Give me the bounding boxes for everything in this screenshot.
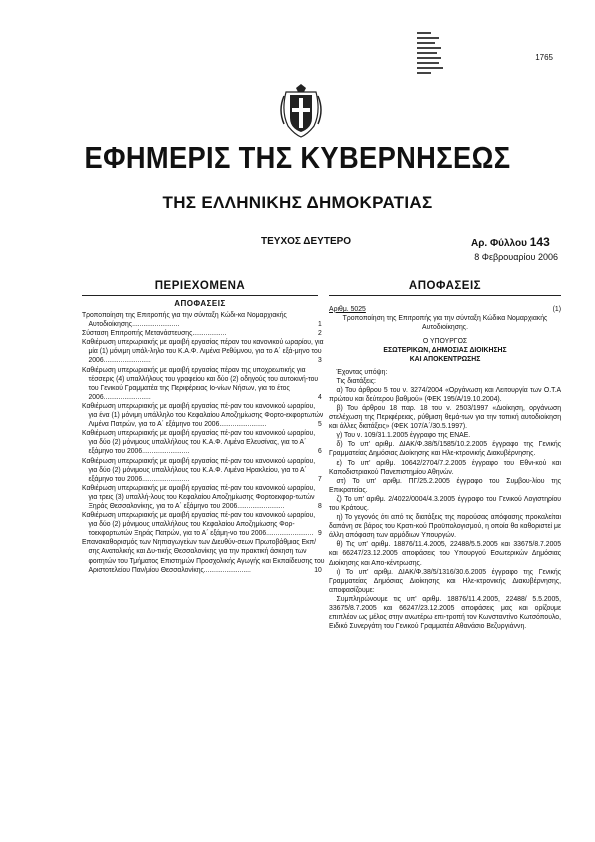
contents-page-number: 6 xyxy=(318,446,322,456)
authority-line: Ο ΥΠΟΥΡΓΟΣ xyxy=(422,336,468,346)
contents-page-number: 3 xyxy=(318,355,322,365)
authority-line: ΚΑΙ ΑΠΟΚΕΝΤΡΩΣΗΣ xyxy=(409,354,481,364)
sheet-prefix: Αρ. Φύλλου xyxy=(471,238,527,249)
contents-item: Τροποποίηση της Επιτροπής για την σύνταξη Κώδι-κα Νομαρχιακής Αυτοδιοίκησης......................... 1 xyxy=(82,310,322,329)
decision-subject: Τροποποίηση της Επιτροπής για την σύνταξη Κώδικα Νομαρχιακής Αυτοδιοίκησης. xyxy=(342,313,548,332)
decision-paragraph: η) Το γεγονός ότι από τις διατάξεις της παρούσας απόφασης προκαλείται δαπάνη σε βάρος του Κρατι-κού Προϋπολογισμού, η οποία θα καθοριστεί με άλλη απόφαση των αρμόδιων Υπουργών. xyxy=(329,512,562,540)
decision-paragraph: θ) Τις υπ' αριθμ. 18876/11.4.2005, 22488/5.5.2005 και 33675/8.7.2005 και 66247/23.12.2005 αποφάσεις του Υπουργού Εσωτερικών Δημόσιας Διοίκησης και Απο-κέντρωσης. xyxy=(329,539,562,567)
contents-column xyxy=(82,280,325,574)
contents-item: Σύσταση Επιτροπής Μετανάστευσης.................. 2 xyxy=(82,328,322,338)
decision-paragraph: β) Του άρθρου 18 παρ. 18 του ν. 2503/1997 «Διοίκηση, οργάνωση στελέχωση της Περιφέρειας, ρύθμιση θεμά-των για την τοπική αυτοδιοίκηση και άλλες διατάξεις» (ΦΕΚ 107/Α΄/30.5.1997). xyxy=(329,402,562,431)
contents-item: Καθιέρωση υπερωριακής με αμοιβή εργασίας πέ-ραν του κανονικού ωραρίου, για τρεις (3) υπαλλή-λους του Κεφαλαίου Αποζημίωσης Φορτοεκφορ-τωτών Ξηράς Θεσσαλονίκης, για το Α΄ εξάμηνο του 2006......................... 8 xyxy=(82,482,322,510)
contents-item: Επανακαθορισμός των Νηπιαγωγείων των Διευθύν-σεων Πρωτοβάθμιας Εκπ/σης Ανατολικής και Δυ-τικής Θεσσαλονίκης για την πρακτική άσκηση των φοιτητών του Τμήματος Επιστημών Προσχολικής Αγωγής και Εκπαίδευσης του Αριστοτελείου Παν/μίου Θεσσαλονίκης......................... 10 xyxy=(82,537,325,574)
contents-list xyxy=(82,310,325,574)
issue-series: ΤΕΥΧΟΣ ΔΕΥΤΕΡΟ xyxy=(261,236,352,247)
decision-number: Αριθμ. 5025 xyxy=(329,304,366,313)
decision-paragraph: Τις διατάξεις: xyxy=(336,375,376,385)
decision-paragraph: ε) Το υπ' αριθμ. 10642/2704/7.2.2005 έγγραφο του Εθνι-κού και Καποδιστριακού Πανεπιστημίου Αθηνών. xyxy=(329,457,562,476)
greek-coat-of-arms-icon xyxy=(276,82,326,140)
contents-page-number: 10 xyxy=(314,564,322,574)
contents-page-number: 5 xyxy=(318,419,322,429)
decision-paragraph: ζ) Το υπ' αριθμ. 2/4022/0004/4.3.2005 έγγραφο του Γενικού Λογιστηρίου του Κράτους. xyxy=(329,493,562,512)
contents-item: Καθιέρωση υπερωριακής με αμοιβή εργασίας πέραν του κανονικού ωραρίου, για μία (1) μόνιμη υπάλ-ληλο του Κ.Α.Φ. Λιμένα Ρεθύμνου, για το Α΄ εξά-μηνο του 2006......................... 3 xyxy=(82,337,324,365)
page-number: 1765 xyxy=(535,53,553,62)
decisions-title: ΑΠΟΦΑΣΕΙΣ xyxy=(408,280,482,292)
decision-paragraph: γ) Του ν. 109/31.1.2005 έγγραφο της ΕΝΑΕ. xyxy=(336,430,471,440)
contents-page-number: 9 xyxy=(318,528,322,538)
decision-index: (1) xyxy=(552,304,562,313)
contents-item: Καθιέρωση υπερωριακής με αμοιβή εργασίας πέ-ραν του κανονικού ωραρίου, για δύο (2) μόνιμους υπαλλήλους του Κεφαλαίου Αποζημίωσης Φορ-τοεκφορτωτών Ξηράς Πατρών, για το Α΄ εξάμη-νο του 2006......................... 9 xyxy=(82,510,322,538)
decision-paragraph: στ) Το υπ' αριθμ. ΠΓ/25.2.2005 έγγραφο του Συμβου-λίου της Επικρατείας. xyxy=(329,475,562,494)
contents-item: Καθιέρωση υπερωριακής με αμοιβή εργασίας πέ-ραν του κανονικού ωραρίου, για δύο (2) μόνιμους υπαλλήλους του Κ.Α.Φ. Λιμένα Ηρακλείου, για το Α΄ εξάμηνο του 2006......................... 7 xyxy=(82,455,322,483)
decisions-divider xyxy=(329,295,561,296)
contents-item: Καθιέρωση υπερωριακής με αμοιβή εργασίας πέ-ραν του κανονικού ωραρίου, για ένα (1) μόνιμη υπάλληλο του Κεφαλαίου Αποζημίωσης Φορτο-εκφορτωτών Λιμένα Πατρών, για το Α΄ εξάμηνο του 2006......................... 5 xyxy=(82,400,324,429)
contents-page-number: 7 xyxy=(318,473,322,483)
contents-page-number: 4 xyxy=(318,391,322,401)
contents-page-number: 8 xyxy=(318,500,322,510)
publisher-stamp xyxy=(415,30,475,80)
gazette-title: ΕΦΗΜΕΡΙΣ ΤΗΣ ΚΥΒΕΡΝΗΣΕΩΣ xyxy=(84,140,511,175)
decision-paragraph: ι) Το υπ' αριθμ. ΔΙΑΚ/Φ.38/5/1316/30.6.2005 έγγραφο της Γενικής Γραμματείας Δημόσιας Διοίκησης και Ηλε-κτρονικής Διακυβέρνησης, αποφασίζουμε: xyxy=(329,566,562,594)
contents-divider xyxy=(82,295,318,296)
sheet-number: 143 xyxy=(529,235,550,249)
decision-header xyxy=(329,304,561,313)
stamp-mark xyxy=(415,30,475,80)
contents-page-number: 2 xyxy=(318,328,322,338)
gazette-subtitle: ΤΗΣ ΕΛΛΗΝΙΚΗΣ ΔΗΜΟΚΡΑΤΙΑΣ xyxy=(162,193,433,212)
authority-line: ΕΣΩΤΕΡΙΚΩΝ, ΔΗΜΟΣΙΑΣ ΔΙΟΙΚΗΣΗΣ xyxy=(383,345,507,355)
contents-page-number: 1 xyxy=(318,319,322,329)
contents-item: Καθιέρωση υπερωριακής με αμοιβή εργασίας πέ-ραν του κανονικού ωραρίου, για δύο (2) μόνιμους υπαλλήλους του Κ.Α.Φ. Λιμένα Ελευσίνας, για το Α΄ εξάμηνο του 2006......................... 6 xyxy=(82,428,322,456)
decision-paragraph: δ) Το υπ' αριθμ. ΔΙΑΚ/Φ.38/5/1585/10.2.2005 έγγραφο της Γενικής Γραμματείας Δημόσιας Διοίκησης και Ηλε-κτρονικής Διακυβέρνησης. xyxy=(329,439,562,458)
contents-item: Καθιέρωση υπερωριακής με αμοιβή εργασίας πέραν της υποχρεωτικής για τέσσερις (4) υπαλλήλους του γραφείου και δύο (2) οδηγούς του αυτοκινή-του του Γενικού Γραμματέα της Περιφέρειας Ιο-νίων Νήσων, για το έτος 2006......................... 4 xyxy=(82,364,322,401)
contents-title: ΠΕΡΙΕΧΟΜΕΝΑ xyxy=(154,280,246,292)
sheet-number-label xyxy=(471,235,550,249)
decision-paragraph: Συμπληρώνουμε τις υπ' αριθμ. 18876/11.4.2005, 22488/ 5.5.2005, 33675/8.7.2005 και 66247/23.12.2005 αποφάσεις μας και ορίζουμε επιπλέον ως μέλος στην ανωτέρω επι-τροπή τον Κωνσταντίνο Κωτσόπουλο, Ειδικό Συνεργάτη του Γενικού Γραμματέα Αθανάσιο Βεζυργιάννη. xyxy=(329,593,562,631)
decision-paragraph: Έχοντας υπόψη: xyxy=(336,366,388,376)
contents-section-title: ΑΠΟΦΑΣΕΙΣ xyxy=(174,299,226,308)
decisions-column xyxy=(329,280,561,630)
issue-date: 8 Φεβρουαρίου 2006 xyxy=(474,252,558,262)
decision-paragraph: α) Του άρθρου 5 του ν. 3274/2004 «Οργάνωση και Λειτουργία των Ο.Τ.Α πρώτου και δεύτερου βαθμού» (ΦΕΚ 195/Α/19.10.2004). xyxy=(329,384,562,403)
